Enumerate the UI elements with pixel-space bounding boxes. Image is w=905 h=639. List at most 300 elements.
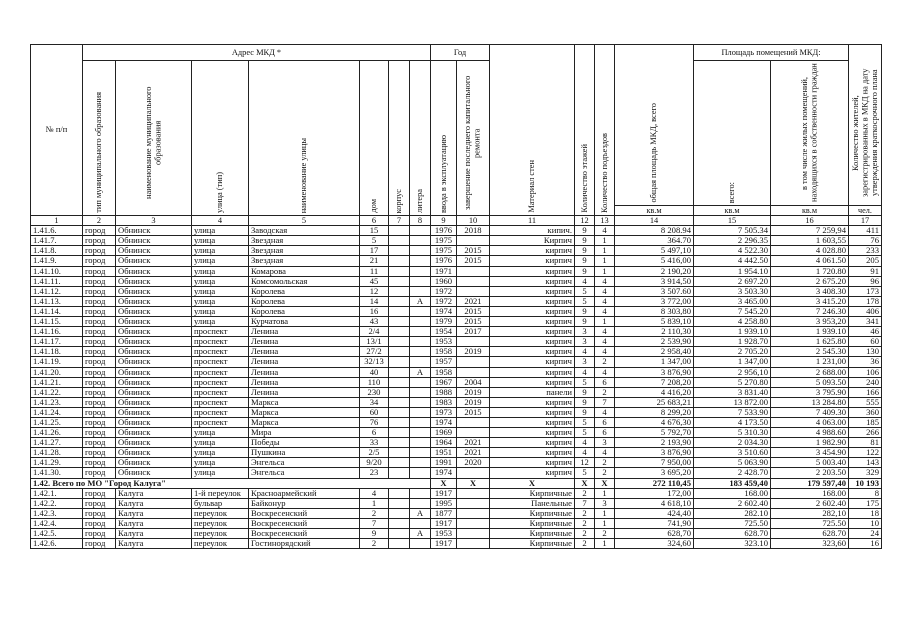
table-cell: 2 956,10: [694, 367, 771, 377]
table-cell: 6: [595, 377, 615, 387]
table-cell: [410, 468, 431, 478]
table-cell: улица: [192, 438, 249, 448]
table-cell: Ленина: [249, 347, 360, 357]
header-litera-text: литера: [415, 189, 425, 213]
table-cell: 555: [849, 397, 882, 407]
table-cell: улица: [192, 468, 249, 478]
table-cell: 2018: [457, 226, 490, 236]
table-cell: проспект: [192, 387, 249, 397]
table-cell: 1.41.22.: [31, 387, 83, 397]
table-cell: Обнинск: [116, 417, 192, 427]
table-cell: 1.41.14.: [31, 306, 83, 316]
table-cell: [389, 256, 410, 266]
table-cell: 2: [595, 468, 615, 478]
table-cell: 9: [575, 407, 595, 417]
table-cell: 233: [849, 246, 882, 256]
table-cell: 8 299,20: [615, 407, 694, 417]
table-cell: 4 416,20: [615, 387, 694, 397]
table-cell: Обнинск: [116, 286, 192, 296]
header-unit-m2-private: кв.м: [771, 206, 849, 216]
table-cell: кирпич: [490, 256, 575, 266]
table-cell: 5 497,10: [615, 246, 694, 256]
table-cell: 6: [360, 428, 389, 438]
table-cell: [389, 357, 410, 367]
table-cell: [389, 518, 410, 528]
header-area-group: Площадь помещений МКД:: [694, 45, 849, 61]
table-cell: Обнинск: [116, 296, 192, 306]
table-cell: 9/20: [360, 458, 389, 468]
table-cell: город: [83, 327, 116, 337]
header-area-all-text: всего:: [727, 181, 737, 203]
table-cell: город: [83, 448, 116, 458]
table-cell: 4 676,30: [615, 417, 694, 427]
table-cell: [410, 518, 431, 528]
table-cell: 1975: [431, 246, 457, 256]
table-cell: 2 193,90: [615, 438, 694, 448]
table-cell: 7: [575, 498, 595, 508]
table-cell: 1 939.10: [771, 327, 849, 337]
table-cell: улица: [192, 266, 249, 276]
table-cell: 1.41.28.: [31, 448, 83, 458]
table-row: [31, 266, 882, 276]
total-label: 1.42. Всего по МО "Город Калуга": [31, 478, 431, 488]
column-number-17: 17: [849, 216, 882, 226]
column-number-2: 2: [83, 216, 116, 226]
table-cell: Энгельса: [249, 458, 360, 468]
table-cell: [410, 539, 431, 549]
table-row: [31, 498, 882, 508]
table-cell: улица: [192, 236, 249, 246]
table-cell: 60: [360, 407, 389, 417]
table-cell: улица: [192, 226, 249, 236]
table-cell: Обнинск: [116, 367, 192, 377]
table-cell: 2015: [457, 317, 490, 327]
table-row: [31, 417, 882, 427]
table-cell: [410, 458, 431, 468]
table-cell: 5: [575, 296, 595, 306]
table-cell: 5 792,70: [615, 428, 694, 438]
table-cell: 240: [849, 377, 882, 387]
table-cell: 1971: [431, 266, 457, 276]
table-cell: [410, 236, 431, 246]
table-cell: кирпич: [490, 417, 575, 427]
table-cell: 364.70: [615, 236, 694, 246]
table-cell: 1.41.27.: [31, 438, 83, 448]
table-cell: город: [83, 387, 116, 397]
table-cell: 1.41.17.: [31, 337, 83, 347]
table-cell: [410, 498, 431, 508]
table-cell: 1.41.20.: [31, 367, 83, 377]
table-cell: 5 093.50: [771, 377, 849, 387]
table-cell: [410, 256, 431, 266]
total-area: 272 110,45: [615, 478, 694, 488]
table-cell: Мира: [249, 428, 360, 438]
table-cell: Кирпичные: [490, 518, 575, 528]
table-cell: 1.41.19.: [31, 357, 83, 367]
table-cell: 1 347,00: [694, 357, 771, 367]
table-cell: 1.41.8.: [31, 246, 83, 256]
table-cell: [410, 246, 431, 256]
table-cell: Обнинск: [116, 347, 192, 357]
table-cell: 9: [575, 256, 595, 266]
table-cell: 725.50: [694, 518, 771, 528]
table-cell: 2: [575, 508, 595, 518]
table-cell: 2: [575, 488, 595, 498]
table-cell: 2 705.20: [694, 347, 771, 357]
table-cell: 2: [595, 458, 615, 468]
table-cell: 17: [360, 246, 389, 256]
table-cell: 3 503.30: [694, 286, 771, 296]
table-cell: 2 203.50: [771, 468, 849, 478]
table-cell: 1964: [431, 438, 457, 448]
table-cell: кирпич: [490, 327, 575, 337]
table-cell: 4: [595, 407, 615, 417]
table-cell: Ленина: [249, 367, 360, 377]
table-cell: Обнинск: [116, 377, 192, 387]
table-cell: 1: [595, 508, 615, 518]
table-cell: улица: [192, 428, 249, 438]
table-cell: 1 625.80: [771, 337, 849, 347]
table-cell: город: [83, 518, 116, 528]
table-cell: 9: [360, 529, 389, 539]
table-cell: [389, 296, 410, 306]
table-cell: Звездная: [249, 246, 360, 256]
table-cell: город: [83, 407, 116, 417]
table-cell: Энгельса: [249, 468, 360, 478]
table-row: [31, 357, 882, 367]
table-cell: 5 416,00: [615, 256, 694, 266]
table-cell: Обнинск: [116, 397, 192, 407]
table-cell: 45: [360, 276, 389, 286]
table-cell: 168.00: [771, 488, 849, 498]
table-cell: 5 310.30: [694, 428, 771, 438]
table-cell: 7: [360, 518, 389, 528]
table-cell: 3 465.00: [694, 296, 771, 306]
table-cell: 406: [849, 306, 882, 316]
table-cell: 3: [595, 498, 615, 508]
table-cell: [389, 417, 410, 427]
table-cell: [410, 397, 431, 407]
table-cell: 23: [360, 468, 389, 478]
table-cell: 1.41.10.: [31, 266, 83, 276]
table-cell: кирпич: [490, 377, 575, 387]
header-area-private: [771, 61, 849, 206]
table-cell: Калуга: [116, 498, 192, 508]
table-row: [31, 367, 882, 377]
table-cell: [410, 438, 431, 448]
table-row: [31, 448, 882, 458]
table-row: [31, 337, 882, 347]
table-cell: 7 545.20: [694, 306, 771, 316]
table-cell: 360: [849, 407, 882, 417]
table-cell: город: [83, 306, 116, 316]
table-cell: 11: [360, 266, 389, 276]
table-cell: Кирпичные: [490, 529, 575, 539]
table-cell: 3 454.90: [771, 448, 849, 458]
table-cell: 1: [595, 256, 615, 266]
table-cell: 1 347,00: [615, 357, 694, 367]
header-unit-people: чел.: [849, 206, 882, 216]
table-cell: город: [83, 397, 116, 407]
table-row: [31, 276, 882, 286]
table-cell: 411: [849, 226, 882, 236]
table-cell: [389, 266, 410, 276]
table-cell: 10: [849, 518, 882, 528]
table-cell: [389, 428, 410, 438]
table-cell: 106: [849, 367, 882, 377]
table-cell: [389, 276, 410, 286]
table-cell: [410, 286, 431, 296]
table-cell: [389, 317, 410, 327]
table-cell: кирпич: [490, 458, 575, 468]
table-cell: Ленина: [249, 377, 360, 387]
header-wall-text: Материал стен: [527, 160, 537, 213]
table-cell: Обнинск: [116, 256, 192, 266]
table-cell: 122: [849, 448, 882, 458]
table-cell: 2 539,90: [615, 337, 694, 347]
header-residents: [849, 45, 882, 206]
table-cell: 1.42.4.: [31, 518, 83, 528]
table-cell: 3 408.30: [771, 286, 849, 296]
table-cell: 2015: [457, 246, 490, 256]
table-cell: 3 415.20: [771, 296, 849, 306]
column-number-3: 3: [116, 216, 192, 226]
table-cell: 2: [575, 539, 595, 549]
table-cell: кирпич: [490, 428, 575, 438]
table-cell: кирпич: [490, 306, 575, 316]
table-cell: 4 063.00: [771, 417, 849, 427]
table-cell: Маркса: [249, 407, 360, 417]
table-cell: 4: [575, 276, 595, 286]
table-cell: 15: [360, 226, 389, 236]
table-cell: 282,10: [771, 508, 849, 518]
table-row: [31, 428, 882, 438]
table-cell: [410, 266, 431, 276]
table-cell: Кирпичные: [490, 508, 575, 518]
table-cell: 9: [575, 236, 595, 246]
table-cell: [410, 306, 431, 316]
table-cell: 172,00: [615, 488, 694, 498]
table-cell: Королева: [249, 296, 360, 306]
table-cell: Красноармейский: [249, 488, 360, 498]
header-floors-text: Количество этажей: [579, 144, 589, 213]
table-cell: город: [83, 266, 116, 276]
table-cell: 46: [849, 327, 882, 337]
table-cell: 8 208.94: [615, 226, 694, 236]
table-cell: 3 876,90: [615, 448, 694, 458]
table-cell: 5 003.40: [771, 458, 849, 468]
table-cell: 9: [575, 397, 595, 407]
table-cell: Обнинск: [116, 407, 192, 417]
table-cell: Комсомольская: [249, 276, 360, 286]
table-cell: Королева: [249, 306, 360, 316]
table-cell: [457, 236, 490, 246]
table-cell: город: [83, 508, 116, 518]
table-cell: улица: [192, 286, 249, 296]
table-cell: город: [83, 296, 116, 306]
table-cell: Обнинск: [116, 266, 192, 276]
table-cell: 2 296.35: [694, 236, 771, 246]
table-cell: 2021: [457, 448, 490, 458]
table-cell: 1974: [431, 306, 457, 316]
table-cell: 5 270.80: [694, 377, 771, 387]
table-cell: город: [83, 256, 116, 266]
table-cell: [457, 529, 490, 539]
table-cell: 1972: [431, 296, 457, 306]
table-cell: улица: [192, 306, 249, 316]
table-cell: Ленина: [249, 337, 360, 347]
table-cell: Победы: [249, 438, 360, 448]
header-area-private-text: в том числе жилых помещений, находящихся в собственности граждан: [799, 63, 819, 203]
table-cell: [457, 266, 490, 276]
table-cell: Обнинск: [116, 226, 192, 236]
table-cell: 628.70: [694, 529, 771, 539]
table-cell: город: [83, 236, 116, 246]
table-cell: 1: [360, 498, 389, 508]
table-cell: город: [83, 347, 116, 357]
table-cell: переулок: [192, 508, 249, 518]
table-cell: 1: [595, 539, 615, 549]
table-cell: 1 928.70: [694, 337, 771, 347]
header-korpus-text: корпус: [394, 188, 404, 213]
table-cell: 5 839,10: [615, 317, 694, 327]
table-cell: Воскресенский: [249, 508, 360, 518]
table-cell: [457, 428, 490, 438]
table-cell: 323.10: [694, 539, 771, 549]
table-cell: 324,60: [615, 539, 694, 549]
header-wall: [490, 45, 575, 216]
table-cell: город: [83, 438, 116, 448]
table-cell: 4 522.30: [694, 246, 771, 256]
table-cell: 34: [360, 397, 389, 407]
table-cell: [389, 337, 410, 347]
table-cell: Звездная: [249, 256, 360, 266]
table-cell: 4: [595, 306, 615, 316]
table-cell: 4: [595, 327, 615, 337]
table-cell: улица: [192, 458, 249, 468]
table-cell: 60: [849, 337, 882, 347]
table-cell: 2/5: [360, 448, 389, 458]
table-cell: Калуга: [116, 508, 192, 518]
table-row: [31, 468, 882, 478]
column-number-8: 8: [410, 216, 431, 226]
table-cell: 18: [849, 508, 882, 518]
table-cell: 81: [849, 438, 882, 448]
table-cell: 16: [849, 539, 882, 549]
header-street-type: [192, 61, 249, 216]
table-cell: 2 428.70: [694, 468, 771, 478]
table-cell: 1.42.1.: [31, 488, 83, 498]
table-cell: [457, 539, 490, 549]
table-cell: Обнинск: [116, 448, 192, 458]
table-cell: 2015: [457, 306, 490, 316]
table-cell: 741,90: [615, 518, 694, 528]
table-cell: 4: [595, 337, 615, 347]
table-cell: 1.41.23.: [31, 397, 83, 407]
header-residents-text: Количество жителей, зарегистрированных в МКД на дату утверждения краткосрочного плана: [850, 68, 879, 198]
table-cell: [457, 518, 490, 528]
table-cell: кипич.: [490, 226, 575, 236]
header-year-group: Год: [431, 45, 490, 61]
table-cell: 6: [595, 428, 615, 438]
table-cell: 1 603,55: [771, 236, 849, 246]
table-cell: 2 034.30: [694, 438, 771, 448]
table-row: [31, 508, 882, 518]
table-cell: 1-й переулок: [192, 488, 249, 498]
table-cell: кирпич: [490, 407, 575, 417]
table-cell: Калуга: [116, 518, 192, 528]
table-cell: 1 231,00: [771, 357, 849, 367]
header-mo-type-text: тип муниципального образования: [94, 92, 104, 213]
table-cell: 3 876,90: [615, 367, 694, 377]
column-number-11: 11: [490, 216, 575, 226]
table-cell: 3 772,00: [615, 296, 694, 306]
column-number-5: 5: [249, 216, 360, 226]
table-cell: 1: [595, 266, 615, 276]
header-year-repair-text: завершение последнего капитального ремонта: [463, 75, 482, 211]
table-cell: 2: [595, 357, 615, 367]
table-cell: кирпич: [490, 468, 575, 478]
table-cell: 2: [575, 518, 595, 528]
table-cell: [457, 357, 490, 367]
table-cell: 1: [595, 236, 615, 246]
header-street-name-text: наименование улицы: [299, 137, 309, 213]
table-cell: 266: [849, 428, 882, 438]
table-row: [31, 488, 882, 498]
table-cell: 1: [595, 246, 615, 256]
column-numbers-row: [31, 216, 882, 226]
table-cell: 1.42.5.: [31, 529, 83, 539]
table-cell: 4 173.50: [694, 417, 771, 427]
table-cell: 2 110,30: [615, 327, 694, 337]
table-cell: 36: [849, 357, 882, 367]
table-row: [31, 226, 882, 236]
table-cell: 32/13: [360, 357, 389, 367]
table-cell: [389, 377, 410, 387]
table-cell: Кирпичные: [490, 539, 575, 549]
table-cell: 2 688.00: [771, 367, 849, 377]
table-cell: 9: [575, 306, 595, 316]
table-cell: Обнинск: [116, 387, 192, 397]
table-cell: 13 872.00: [694, 397, 771, 407]
table-cell: кирпич: [490, 438, 575, 448]
header-year-built: [431, 61, 457, 216]
total-wall: X: [490, 478, 575, 488]
table-cell: улица: [192, 317, 249, 327]
table-cell: 14: [360, 296, 389, 306]
table-cell: проспект: [192, 397, 249, 407]
table-cell: А: [410, 367, 431, 377]
table-cell: 628.70: [771, 529, 849, 539]
table-cell: Гостинорядский: [249, 539, 360, 549]
table-row: [31, 296, 882, 306]
table-cell: А: [410, 296, 431, 306]
table-cell: [389, 438, 410, 448]
total-area-private: 179 597,40: [771, 478, 849, 488]
table-cell: переулок: [192, 539, 249, 549]
table-cell: 2: [595, 387, 615, 397]
table-cell: 1917: [431, 539, 457, 549]
table-cell: 4 061.50: [771, 256, 849, 266]
table-cell: [389, 226, 410, 236]
table-cell: город: [83, 539, 116, 549]
table-cell: 13/1: [360, 337, 389, 347]
table-cell: 1991: [431, 458, 457, 468]
table-cell: 4: [575, 347, 595, 357]
table-cell: 3 507.60: [615, 286, 694, 296]
table-cell: проспект: [192, 377, 249, 387]
header-year-repair: [457, 61, 490, 216]
